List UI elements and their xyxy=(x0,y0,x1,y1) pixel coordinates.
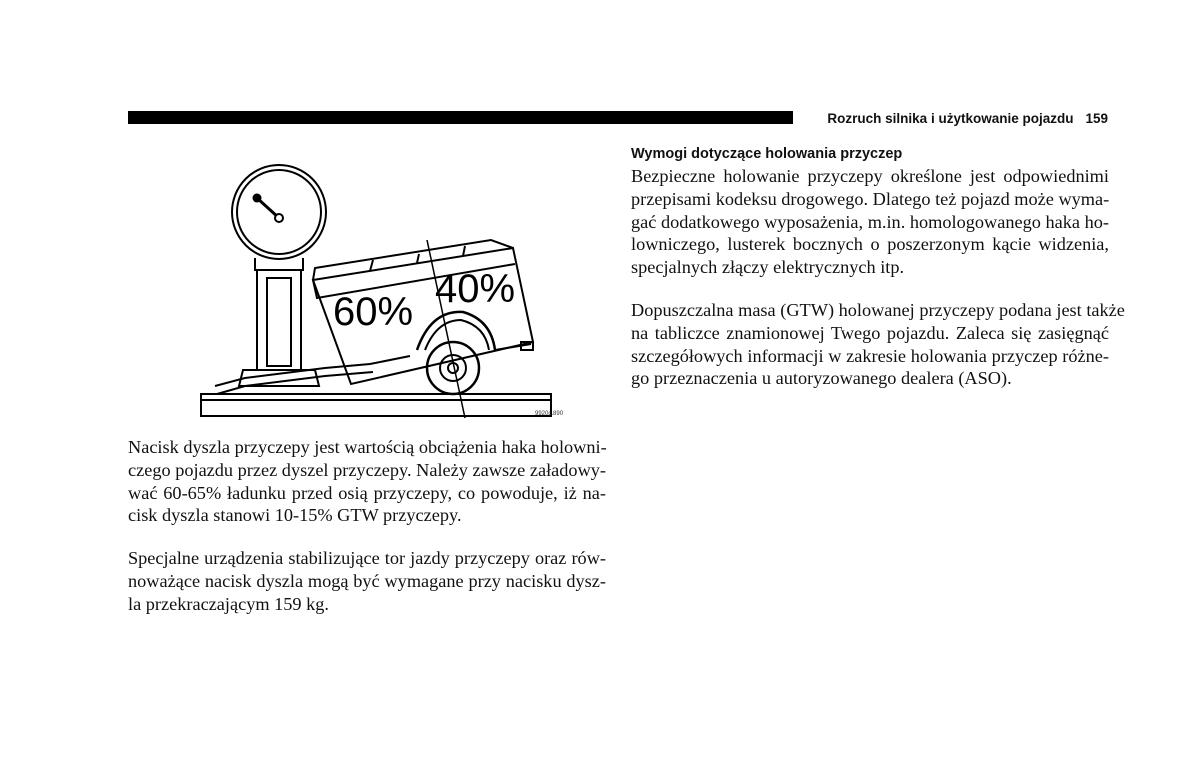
trailer-tongue-weight-illustration xyxy=(195,160,564,422)
requirements-paragraph xyxy=(631,165,1109,279)
text-line: Dopuszczalna masa (GTW) holowanej przyczepy podana jest także xyxy=(631,300,1125,320)
running-header xyxy=(803,108,1108,128)
text-line: Nacisk dyszla przyczepy jest wartością obciążenia haka holowni- xyxy=(128,437,607,457)
text-line: Specjalne urządzenia stabilizujące tor jazdy przyczepy oraz rów- xyxy=(128,548,606,568)
scale-dial-icon xyxy=(232,165,326,259)
trailer-scale-drawing xyxy=(195,160,564,422)
text-line: specjalnych złączy elektrycznych itp. xyxy=(631,257,905,278)
tongue-weight-paragraph xyxy=(128,436,606,527)
front-load-label: 60% xyxy=(333,290,414,334)
chapter-title: Rozruch silnika i użytkowanie pojazdu xyxy=(827,110,1074,126)
text-line: przepisami kodeksu drogowego. Dlatego też pojazd może wyma- xyxy=(631,188,1110,209)
rear-load-label: 40% xyxy=(435,267,516,311)
wheel-icon xyxy=(427,342,479,394)
text-line: na tabliczce znamionowej Twego pojazdu. Zaleca się zasięgnąć xyxy=(631,322,1109,343)
text-line: la przekraczającym 159 kg. xyxy=(128,593,329,614)
text-line: czego pojazdu przez dyszel przyczepy. Należy zawsze załadowy- xyxy=(128,459,606,480)
ground-platform xyxy=(201,394,551,416)
text-line: szczegółowych informacji w zakresie holowania przyczep różne- xyxy=(631,345,1109,366)
text-line: cisk dyszla stanowi 10-15% GTW przyczepy. xyxy=(128,505,462,526)
text-line: noważące nacisk dyszla mogą być wymagane przy nacisku dysz- xyxy=(128,570,606,591)
text-line: Bezpieczne holowanie przyczepy określone jest odpowiednimi xyxy=(631,166,1109,186)
page-number: 159 xyxy=(1085,110,1108,126)
gtw-paragraph xyxy=(631,299,1125,390)
text-line: go przeznaczenia u autoryzowanego dealera (ASO). xyxy=(631,368,1012,389)
header-rule xyxy=(128,111,793,124)
section-heading: Wymogi dotyczące holowania przyczep xyxy=(631,146,903,162)
stabilizer-paragraph xyxy=(128,547,606,615)
text-line: wać 60-65% ładunku przed osią przyczepy, co powoduje, iż na- xyxy=(128,482,606,503)
text-line: gać dodatkowego wyposażenia, m.in. homologowanego haka ho- xyxy=(631,211,1109,232)
text-line: lowniczego, lusterek bocznych o poszerzonym kącie widzenia, xyxy=(631,234,1109,255)
figure-code: 9920c.890 xyxy=(535,411,564,417)
